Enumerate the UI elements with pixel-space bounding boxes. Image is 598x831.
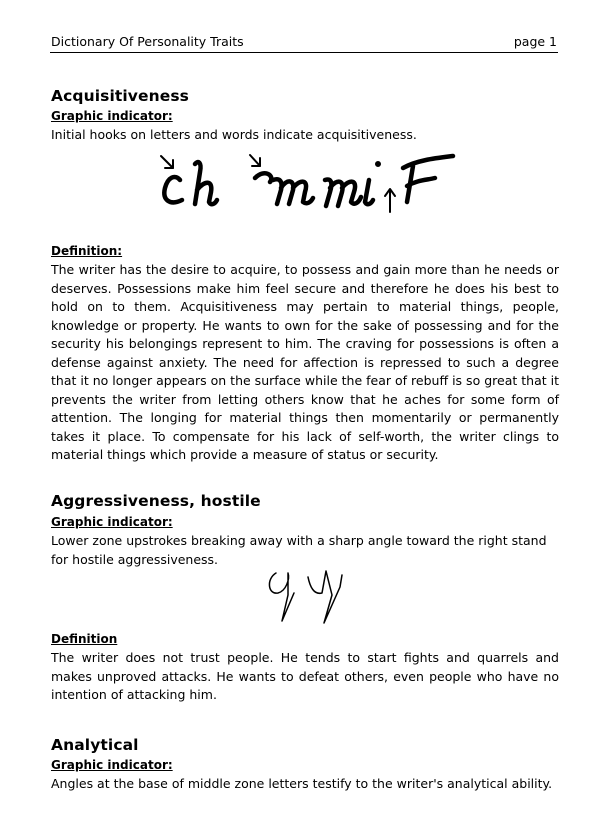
page-header	[50, 34, 558, 53]
handwriting-sample-hooks	[155, 150, 455, 220]
graphic-indicator-text: Initial hooks on letters and words indicate acquisitiveness.	[51, 127, 417, 142]
definition-text: The writer has the desire to acquire, to possess and gain more than he needs or deserves. Possessions make him feel secure and therefore he does his best to hold on to them. Acquisitiveness may pertain to material things, people, knowledge or property. He wants to own for the sake of possessing and for the security his belongings represent to him. The craving for possessions is often a defense against anxiety. The need for affection is repressed to such a degree that it no longer appears on the surface while the fear of rebuff is so great that it prevents the writer from letting others know that he aches for some form of attention. The longing for material things then momentarily or permanently takes it place. To compensate for his lack of self-worth, the writer clings to material things which provide a measure of status or security.	[51, 262, 559, 462]
graphic-indicator-label: Graphic indicator:	[51, 758, 173, 772]
graphic-indicator-text: Lower zone upstrokes breaking away with a sharp angle toward the right stand for hostile aggressiveness.	[51, 533, 547, 567]
graphic-indicator-label: Graphic indicator:	[51, 515, 173, 529]
heading-analytical: Analytical	[51, 736, 139, 754]
definition-text: The writer does not trust people. He tends to start fights and quarrels and makes unproved attacks. He wants to defeat others, even people who have no intention of attacking him.	[51, 650, 559, 702]
definition-label: Definition	[51, 632, 118, 646]
graphic-indicator-text: Angles at the base of middle zone letters testify to the writer's analytical ability.	[51, 776, 553, 791]
document-title: Dictionary Of Personality Traits	[51, 34, 244, 49]
heading-aggressiveness-hostile: Aggressiveness, hostile	[51, 492, 261, 510]
definition-label: Definition:	[51, 244, 123, 258]
handwriting-sample-angles	[262, 565, 352, 630]
graphic-indicator-label: Graphic indicator:	[51, 109, 173, 123]
page-number: page 1	[513, 34, 557, 49]
heading-acquisitiveness: Acquisitiveness	[51, 87, 190, 105]
